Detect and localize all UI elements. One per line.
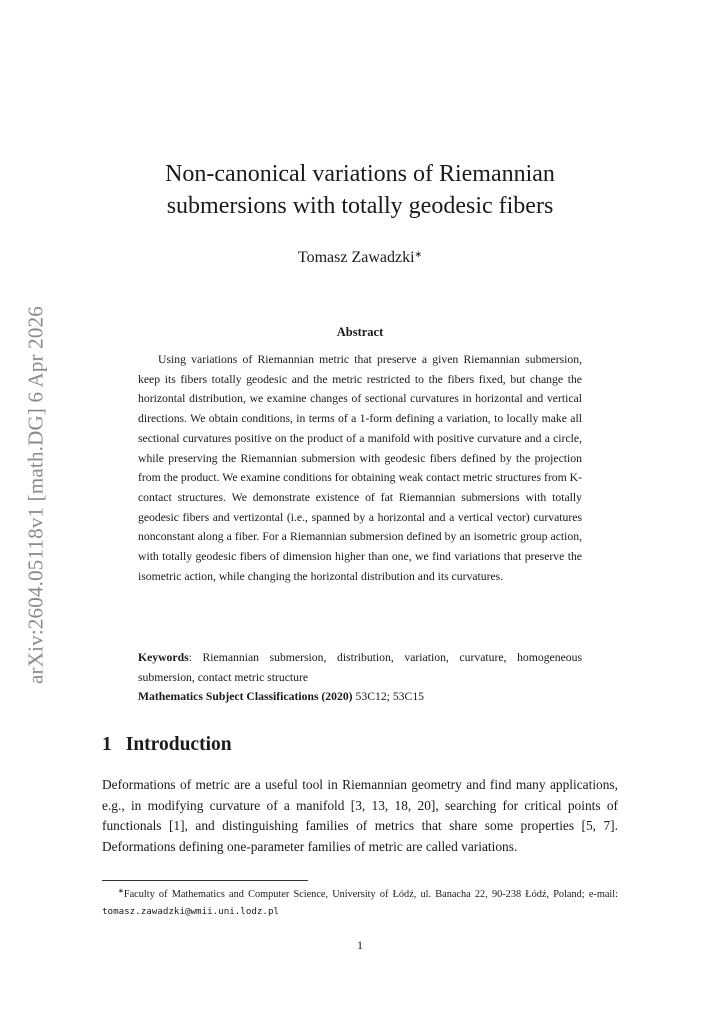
section-number: 1 <box>102 734 112 755</box>
msc-line <box>138 687 582 707</box>
paper-title-line-2: submersions with totally geodesic fibers <box>166 193 554 219</box>
keywords-text: : Riemannian submersion, distribution, variation, curvature, homogeneous submersion, contact metric structure <box>138 651 582 684</box>
author-footnote-mark: ∗ <box>414 249 423 259</box>
affiliation-footnote <box>102 883 618 920</box>
section-heading-introduction <box>102 734 232 756</box>
paper-title <box>110 158 610 222</box>
arxiv-identifier-stamp: arXiv:2604.05118v1 [math.DG] 6 Apr 2026 <box>23 306 48 684</box>
abstract-heading: Abstract <box>336 325 384 339</box>
paper-title-line-1: Non-canonical variations of Riemannian <box>165 161 555 187</box>
keywords-label: Keywords <box>138 651 189 664</box>
author-email[interactable]: tomasz.zawadzki@wmii.uni.lodz.pl <box>102 906 280 917</box>
footnote-mark: ∗ <box>118 887 124 895</box>
section-title: Introduction <box>125 734 232 755</box>
footnote-text: Faculty of Mathematics and Computer Science, University of Łódź, ul. Banacha 22, 90-238 Łódź, Poland; e-mail: <box>123 889 618 900</box>
keywords-line <box>138 648 582 687</box>
page-number: 1 <box>357 938 363 952</box>
introduction-paragraph: Deformations of metric are a useful tool in Riemannian geometry and find many applications, e.g., in modifying curvature of a manifold [3, 13, 18, 20], searching for critical points of functionals [1], and distinguishing families of metrics that share some properties [5, 7]. Deformations defining one-parameter families of metric are called variations. <box>102 777 618 854</box>
abstract-body: Using variations of Riemannian metric that preserve a given Riemannian submersion, keep its fibers totally geodesic and the metric restricted to the fibers fixed, but change the horizontal distribution, we examine changes of sectional curvatures in horizontal and vertical directions. We obtain conditions, in terms of a 1-form defining a variation, to locally make all sectional curvatures positive on the product of a manifold with positive curvature and a circle, while preserving the Riemannian submersion with geodesic fibers defined by the projection from the product. We examine conditions for obtaining weak contact metric structures from K-contact structures. We demonstrate existence of fat Riemannian submersions with totally geodesic fibers and vertizontal (i.e., spanned by a horizontal and a vertical vector) curvatures nonconstant along a fiber. For a Riemannian submersion defined by an isometric group action, with totally geodesic fibers of dimension higher than one, we find variations that preserve the isometric action, while changing the horizontal distribution and its curvatures. <box>138 353 582 583</box>
author-line <box>110 249 610 267</box>
footnote-divider <box>102 880 308 881</box>
msc-label: Mathematics Subject Classifications (2020) <box>138 690 353 704</box>
msc-codes: 53C12; 53C15 <box>352 690 425 704</box>
abstract-metadata <box>138 648 582 707</box>
author-name: Tomasz Zawadzki <box>297 249 415 266</box>
